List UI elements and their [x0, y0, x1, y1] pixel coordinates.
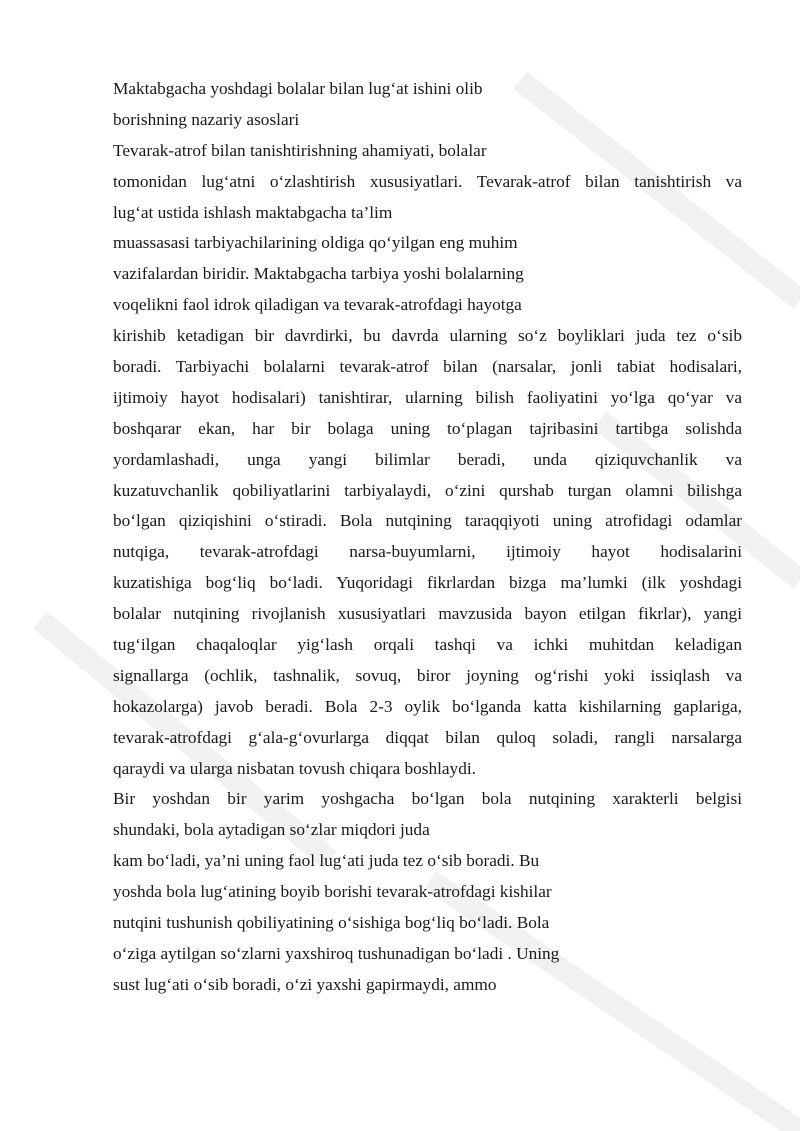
- text-line: vazifalardan biridir. Maktabgacha tarbiya yoshi bolalarning: [113, 264, 524, 284]
- text-line: hokazolarga) javob beradi. Bola 2-3 oylik bo‘lganda katta kishilarning gaplariga,: [113, 696, 742, 716]
- text-line: tug‘ilgan chaqaloqlar yig‘lash orqali tashqi va ichki muhitdan keladigan: [113, 635, 742, 655]
- text-line: yordamlashadi, unga yangi bilimlar beradi, unda qiziquvchanlik va: [113, 449, 742, 469]
- document-body: [113, 74, 742, 1001]
- text-line: kirishib ketadigan bir davrdirki, bu davrda ularning so‘z boyliklari juda tez o‘sib: [113, 326, 742, 346]
- text-line: bo‘lgan qiziqishini o‘stiradi. Bola nutqining taraqqiyoti uning atrofidagi odamlar: [113, 511, 742, 531]
- text-line: kuzatuvchanlik qobiliyatlarini tarbiyalaydi, o‘zini qurshab turgan olamni bilishga: [113, 480, 742, 500]
- text-line: yoshda bola lug‘atining boyib borishi tevarak-atrofdagi kishilar: [113, 882, 552, 902]
- text-line: Maktabgacha yoshdagi bolalar bilan lug‘at ishini olib: [113, 79, 483, 98]
- text-line: nutqini tushunish qobiliyatining o‘sishiga bog‘liq bo‘ladi. Bola: [113, 913, 550, 933]
- text-line: tomonidan lug‘atni o‘zlashtirish xususiyatlari. Tevarak-atrof bilan tanishtirish va: [113, 171, 742, 191]
- text-line: o‘ziga aytilgan so‘zlarni yaxshiroq tushunadigan bo‘ladi . Uning: [113, 943, 560, 963]
- text-line: Bir yoshdan bir yarim yoshgacha bo‘lgan bola nutqining xarakterli belgisi: [113, 789, 742, 809]
- text-line: muassasasi tarbiyachilarining oldiga qo‘yilgan eng muhim: [113, 233, 518, 253]
- text-line: tevarak-atrofdagi g‘ala-g‘ovurlarga diqqat bilan quloq soladi, rangli narsalarga: [113, 727, 742, 747]
- text-line: kam bo‘ladi, ya’ni uning faol lug‘ati juda tez o‘sib boradi. Bu: [113, 851, 540, 871]
- text-line: voqelikni faol idrok qiladigan va tevarak-atrofdagi hayotga: [113, 295, 522, 315]
- text-line: bolalar nutqining rivojlanish xususiyatlari mavzusida bayon etilgan fikrlar), yangi: [113, 604, 742, 624]
- text-line: nutqiga, tevarak-atrofdagi narsa-buyumlarni, ijtimoiy hayot hodisalarini: [113, 542, 742, 562]
- text-line: ijtimoiy hayot hodisalari) tanishtirar, ularning bilish faoliyatini yo‘lga qo‘yar va: [113, 387, 742, 407]
- text-line: borishning nazariy asoslari: [113, 109, 300, 129]
- text-line: kuzatishiga bog‘liq bo‘ladi. Yuqoridagi fikrlardan bizga ma’lumki (ilk yoshdagi: [113, 573, 742, 593]
- text-line: shundaki, bola aytadigan so‘zlar miqdori juda: [113, 820, 430, 840]
- text-line: lug‘at ustida ishlash maktabgacha ta’lim: [113, 202, 393, 222]
- text-line: Tevarak-atrof bilan tanishtirishning ahamiyati, bolalar: [113, 140, 487, 160]
- text-line: boradi. Tarbiyachi bolalarni tevarak-atrof bilan (narsalar, jonli tabiat hodisalari,: [113, 357, 742, 377]
- text-line: sust lug‘ati o‘sib boradi, o‘zi yaxshi gapirmaydi, ammo: [113, 974, 497, 994]
- text-line: boshqarar ekan, har bir bolaga uning to‘plagan tajribasini tartibga solishda: [113, 418, 742, 438]
- text-line: qaraydi va ularga nisbatan tovush chiqara boshlaydi.: [113, 758, 476, 778]
- text-line: signallarga (ochlik, tashnalik, sovuq, biror joyning og‘rishi yoki issiqlash va: [113, 665, 742, 685]
